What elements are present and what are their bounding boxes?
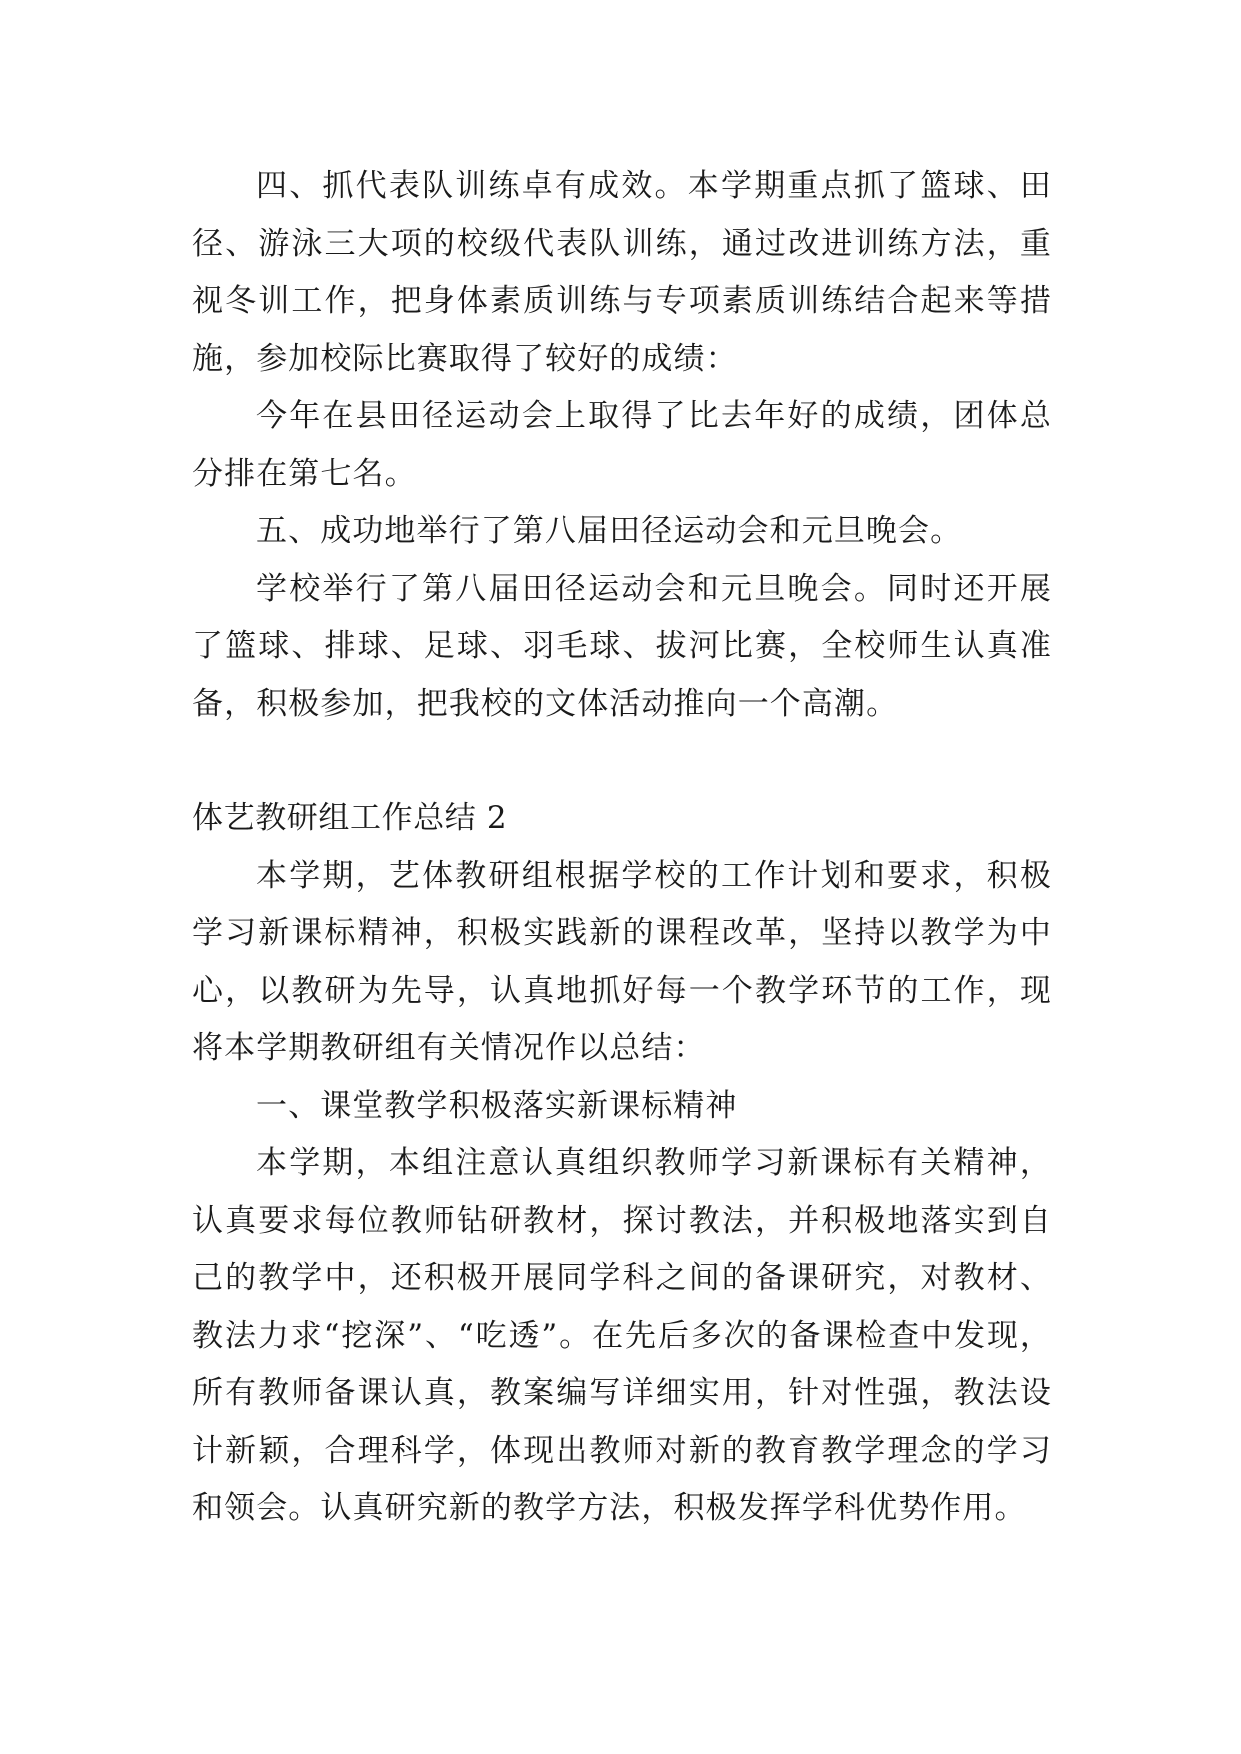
paragraph-school-activities: 学校举行了第八届田径运动会和元旦晚会。同时还开展了篮球、排球、足球、羽毛球、拔河比赛，全校师生认真准备，积极参加，把我校的文体活动推向一个高潮。 xyxy=(192,570,1052,722)
paragraph-semester-overview: 本学期，艺体教研组根据学校的工作计划和要求，积极学习新课标精神，积极实践新的课程改革，坚持以教学为中心，以教研为先导，认真地抓好每一个教学环节的工作，现将本学期教研组有关情况作以总结： xyxy=(192,857,1052,1066)
paragraph-classroom-teaching-detail: 本学期，本组注意认真组织教师学习新课标有关精神，认真要求每位教师钻研教材，探讨教法，并积极地落实到自己的教学中，还积极开展同学科之间的备课研究，对教材、教法力求“挖深”、“吃透”。在先后多次的备课检查中发现，所有教师备课认真，教案编写详细实用，针对性强，教法设计新颖，合理科学，体现出教师对新的教育教学理念的学习和领会。认真研究新的教学方法，积极发挥学科优势作用。 xyxy=(192,1145,1052,1526)
section-title: 体艺教研组工作总结 2 xyxy=(192,800,508,836)
document-body xyxy=(192,158,1052,1538)
paragraph-representative-team-training: 四、抓代表队训练卓有成效。本学期重点抓了篮球、田径、游泳三大项的校级代表队训练，通过改进训练方法，重视冬训工作，把身体素质训练与专项素质训练结合起来等措施，参加校际比赛取得了较好的成绩： xyxy=(192,168,1052,377)
paragraph-county-track-meet-result: 今年在县田径运动会上取得了比去年好的成绩，团体总分排在第七名。 xyxy=(192,398,1052,492)
paragraph-sports-meet-and-gala: 五、成功地举行了第八届田径运动会和元旦晚会。 xyxy=(256,513,963,549)
subheading-classroom-teaching: 一、课堂教学积极落实新课标精神 xyxy=(256,1087,738,1124)
